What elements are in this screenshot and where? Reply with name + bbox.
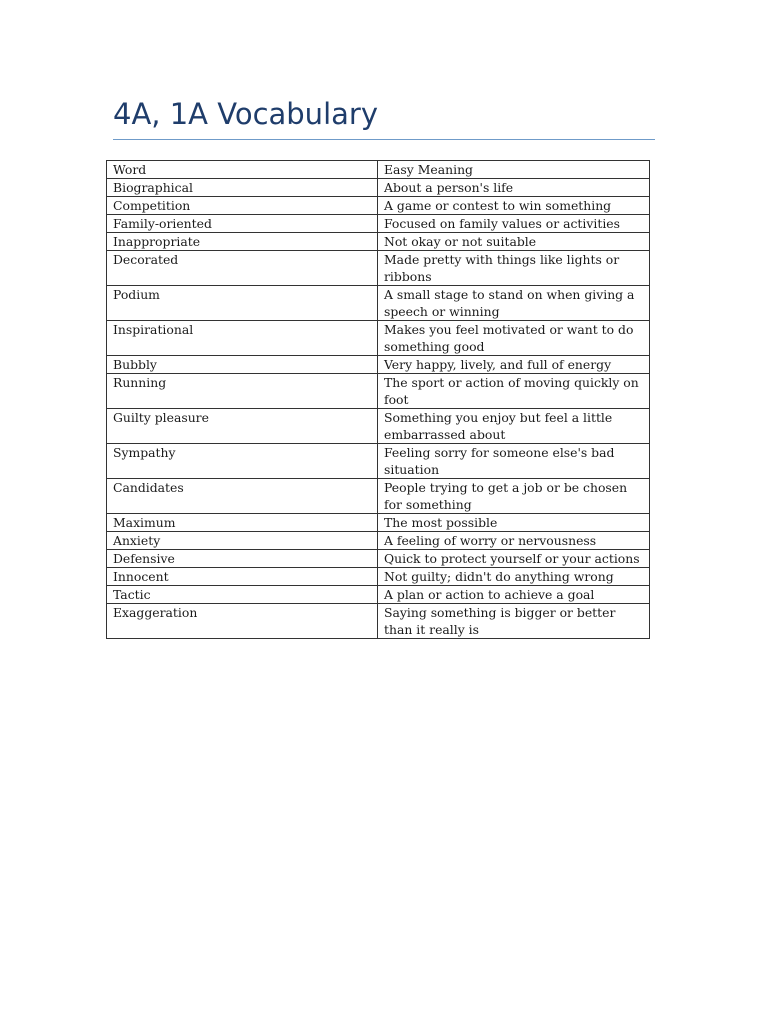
table-row	[107, 233, 650, 251]
meaning-cell: A feeling of worry or nervousness	[378, 532, 650, 550]
meaning-cell: Saying something is bigger or better than it really is	[378, 604, 650, 639]
table-row	[107, 251, 650, 286]
table-row	[107, 374, 650, 409]
meaning-cell: Not guilty; didn't do anything wrong	[378, 568, 650, 586]
word-cell: Running	[107, 374, 378, 409]
meaning-cell: Made pretty with things like lights or ribbons	[378, 251, 650, 286]
meaning-cell: A small stage to stand on when giving a speech or winning	[378, 286, 650, 321]
table-row	[107, 514, 650, 532]
word-cell: Maximum	[107, 514, 378, 532]
table-row	[107, 215, 650, 233]
table-row	[107, 568, 650, 586]
table-row	[107, 586, 650, 604]
word-cell: Competition	[107, 197, 378, 215]
table-header-row	[107, 161, 650, 179]
word-cell: Inspirational	[107, 321, 378, 356]
word-cell: Guilty pleasure	[107, 409, 378, 444]
table-row	[107, 550, 650, 568]
meaning-cell: People trying to get a job or be chosen for something	[378, 479, 650, 514]
header-easy-meaning: Easy Meaning	[378, 161, 650, 179]
table-row	[107, 356, 650, 374]
meaning-cell: Not okay or not suitable	[378, 233, 650, 251]
meaning-cell: Something you enjoy but feel a little embarrassed about	[378, 409, 650, 444]
word-cell: Bubbly	[107, 356, 378, 374]
meaning-cell: Very happy, lively, and full of energy	[378, 356, 650, 374]
word-cell: Sympathy	[107, 444, 378, 479]
word-cell: Candidates	[107, 479, 378, 514]
word-cell: Anxiety	[107, 532, 378, 550]
meaning-cell: The sport or action of moving quickly on foot	[378, 374, 650, 409]
title-underline	[113, 139, 655, 140]
word-cell: Family-oriented	[107, 215, 378, 233]
table-row	[107, 479, 650, 514]
table-row	[107, 444, 650, 479]
vocabulary-table	[106, 160, 650, 639]
table-row	[107, 197, 650, 215]
meaning-cell: A game or contest to win something	[378, 197, 650, 215]
word-cell: Biographical	[107, 179, 378, 197]
meaning-cell: Feeling sorry for someone else's bad situation	[378, 444, 650, 479]
word-cell: Podium	[107, 286, 378, 321]
table-row	[107, 409, 650, 444]
word-cell: Exaggeration	[107, 604, 378, 639]
meaning-cell: Focused on family values or activities	[378, 215, 650, 233]
table-row	[107, 179, 650, 197]
word-cell: Tactic	[107, 586, 378, 604]
meaning-cell: Makes you feel motivated or want to do something good	[378, 321, 650, 356]
header-word: Word	[107, 161, 378, 179]
meaning-cell: A plan or action to achieve a goal	[378, 586, 650, 604]
word-cell: Decorated	[107, 251, 378, 286]
meaning-cell: The most possible	[378, 514, 650, 532]
document-title: 4A, 1A Vocabulary	[113, 97, 378, 131]
word-cell: Defensive	[107, 550, 378, 568]
table-row	[107, 321, 650, 356]
word-cell: Innocent	[107, 568, 378, 586]
table-row	[107, 532, 650, 550]
meaning-cell: Quick to protect yourself or your actions	[378, 550, 650, 568]
table-row	[107, 604, 650, 639]
word-cell: Inappropriate	[107, 233, 378, 251]
meaning-cell: About a person's life	[378, 179, 650, 197]
table-body	[107, 179, 650, 639]
table-row	[107, 286, 650, 321]
